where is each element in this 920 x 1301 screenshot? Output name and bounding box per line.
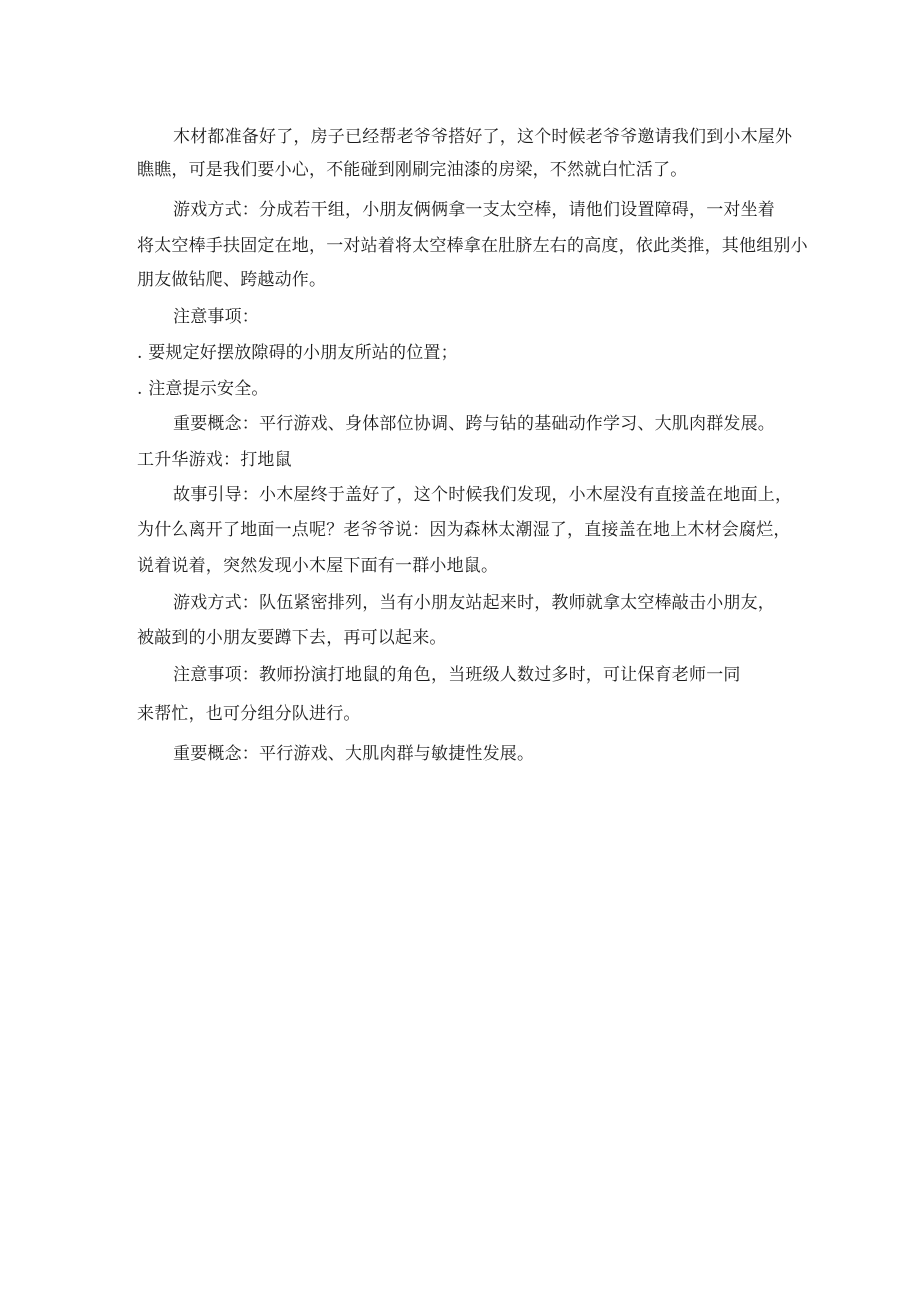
- paragraph-line: 瞧瞧，可是我们要小心，不能碰到刚刷完油漆的房梁，不然就白忙活了。: [137, 160, 688, 180]
- paragraph-line: 木材都准备好了，房子已经帮老爷爷搭好了，这个时候老爷爷邀请我们到小木屋外: [173, 127, 793, 147]
- paragraph-line: 被敲到的小朋友要蹲下去，再可以起来。: [137, 628, 447, 648]
- paragraph-line: 来帮忙，也可分组分队进行。: [137, 704, 361, 724]
- paragraph-line: 故事引导：小木屋终于盖好了，这个时候我们发现，小木屋没有直接盖在地面上，: [173, 485, 793, 505]
- section-heading: 注意事项：: [173, 307, 259, 327]
- paragraph-line: 朋友做钻爬、跨越动作。: [137, 270, 327, 290]
- paragraph-line: 重要概念：平行游戏、大肌肉群与敏捷性发展。: [173, 744, 535, 764]
- list-item: . 注意提示安全。: [137, 379, 269, 399]
- section-title: 工升华游戏：打地鼠: [137, 450, 292, 470]
- list-item: . 要规定好摆放隙碍的小朋友所站的位置；: [137, 343, 458, 363]
- paragraph-line: 将太空棒手扶固定在地，一对站着将太空棒拿在肚脐左右的高度，依此类推，其他组别小: [137, 236, 808, 256]
- paragraph-line: 游戏方式：分成若干组，小朋友俩俩拿一支太空棒，请他们设置障碍，一对坐着: [173, 200, 775, 220]
- paragraph-line: 注意事项：教师扮演打地鼠的角色，当班级人数过多时，可让保育老师一同: [173, 665, 741, 685]
- paragraph-line: 游戏方式：队伍紧密排列，当有小朋友站起来时，教师就拿太空棒敲击小朋友，: [173, 593, 775, 613]
- paragraph-line: 重要概念：平行游戏、身体部位协调、跨与钻的基础动作学习、大肌肉群发展。: [173, 414, 775, 434]
- paragraph-line: 为什么离开了地面一点呢？老爷爷说：因为森林太潮湿了，直接盖在地上木材会腐烂，: [137, 520, 791, 540]
- paragraph-line: 说着说着，突然发现小木屋下面有一群小地鼠。: [137, 556, 499, 576]
